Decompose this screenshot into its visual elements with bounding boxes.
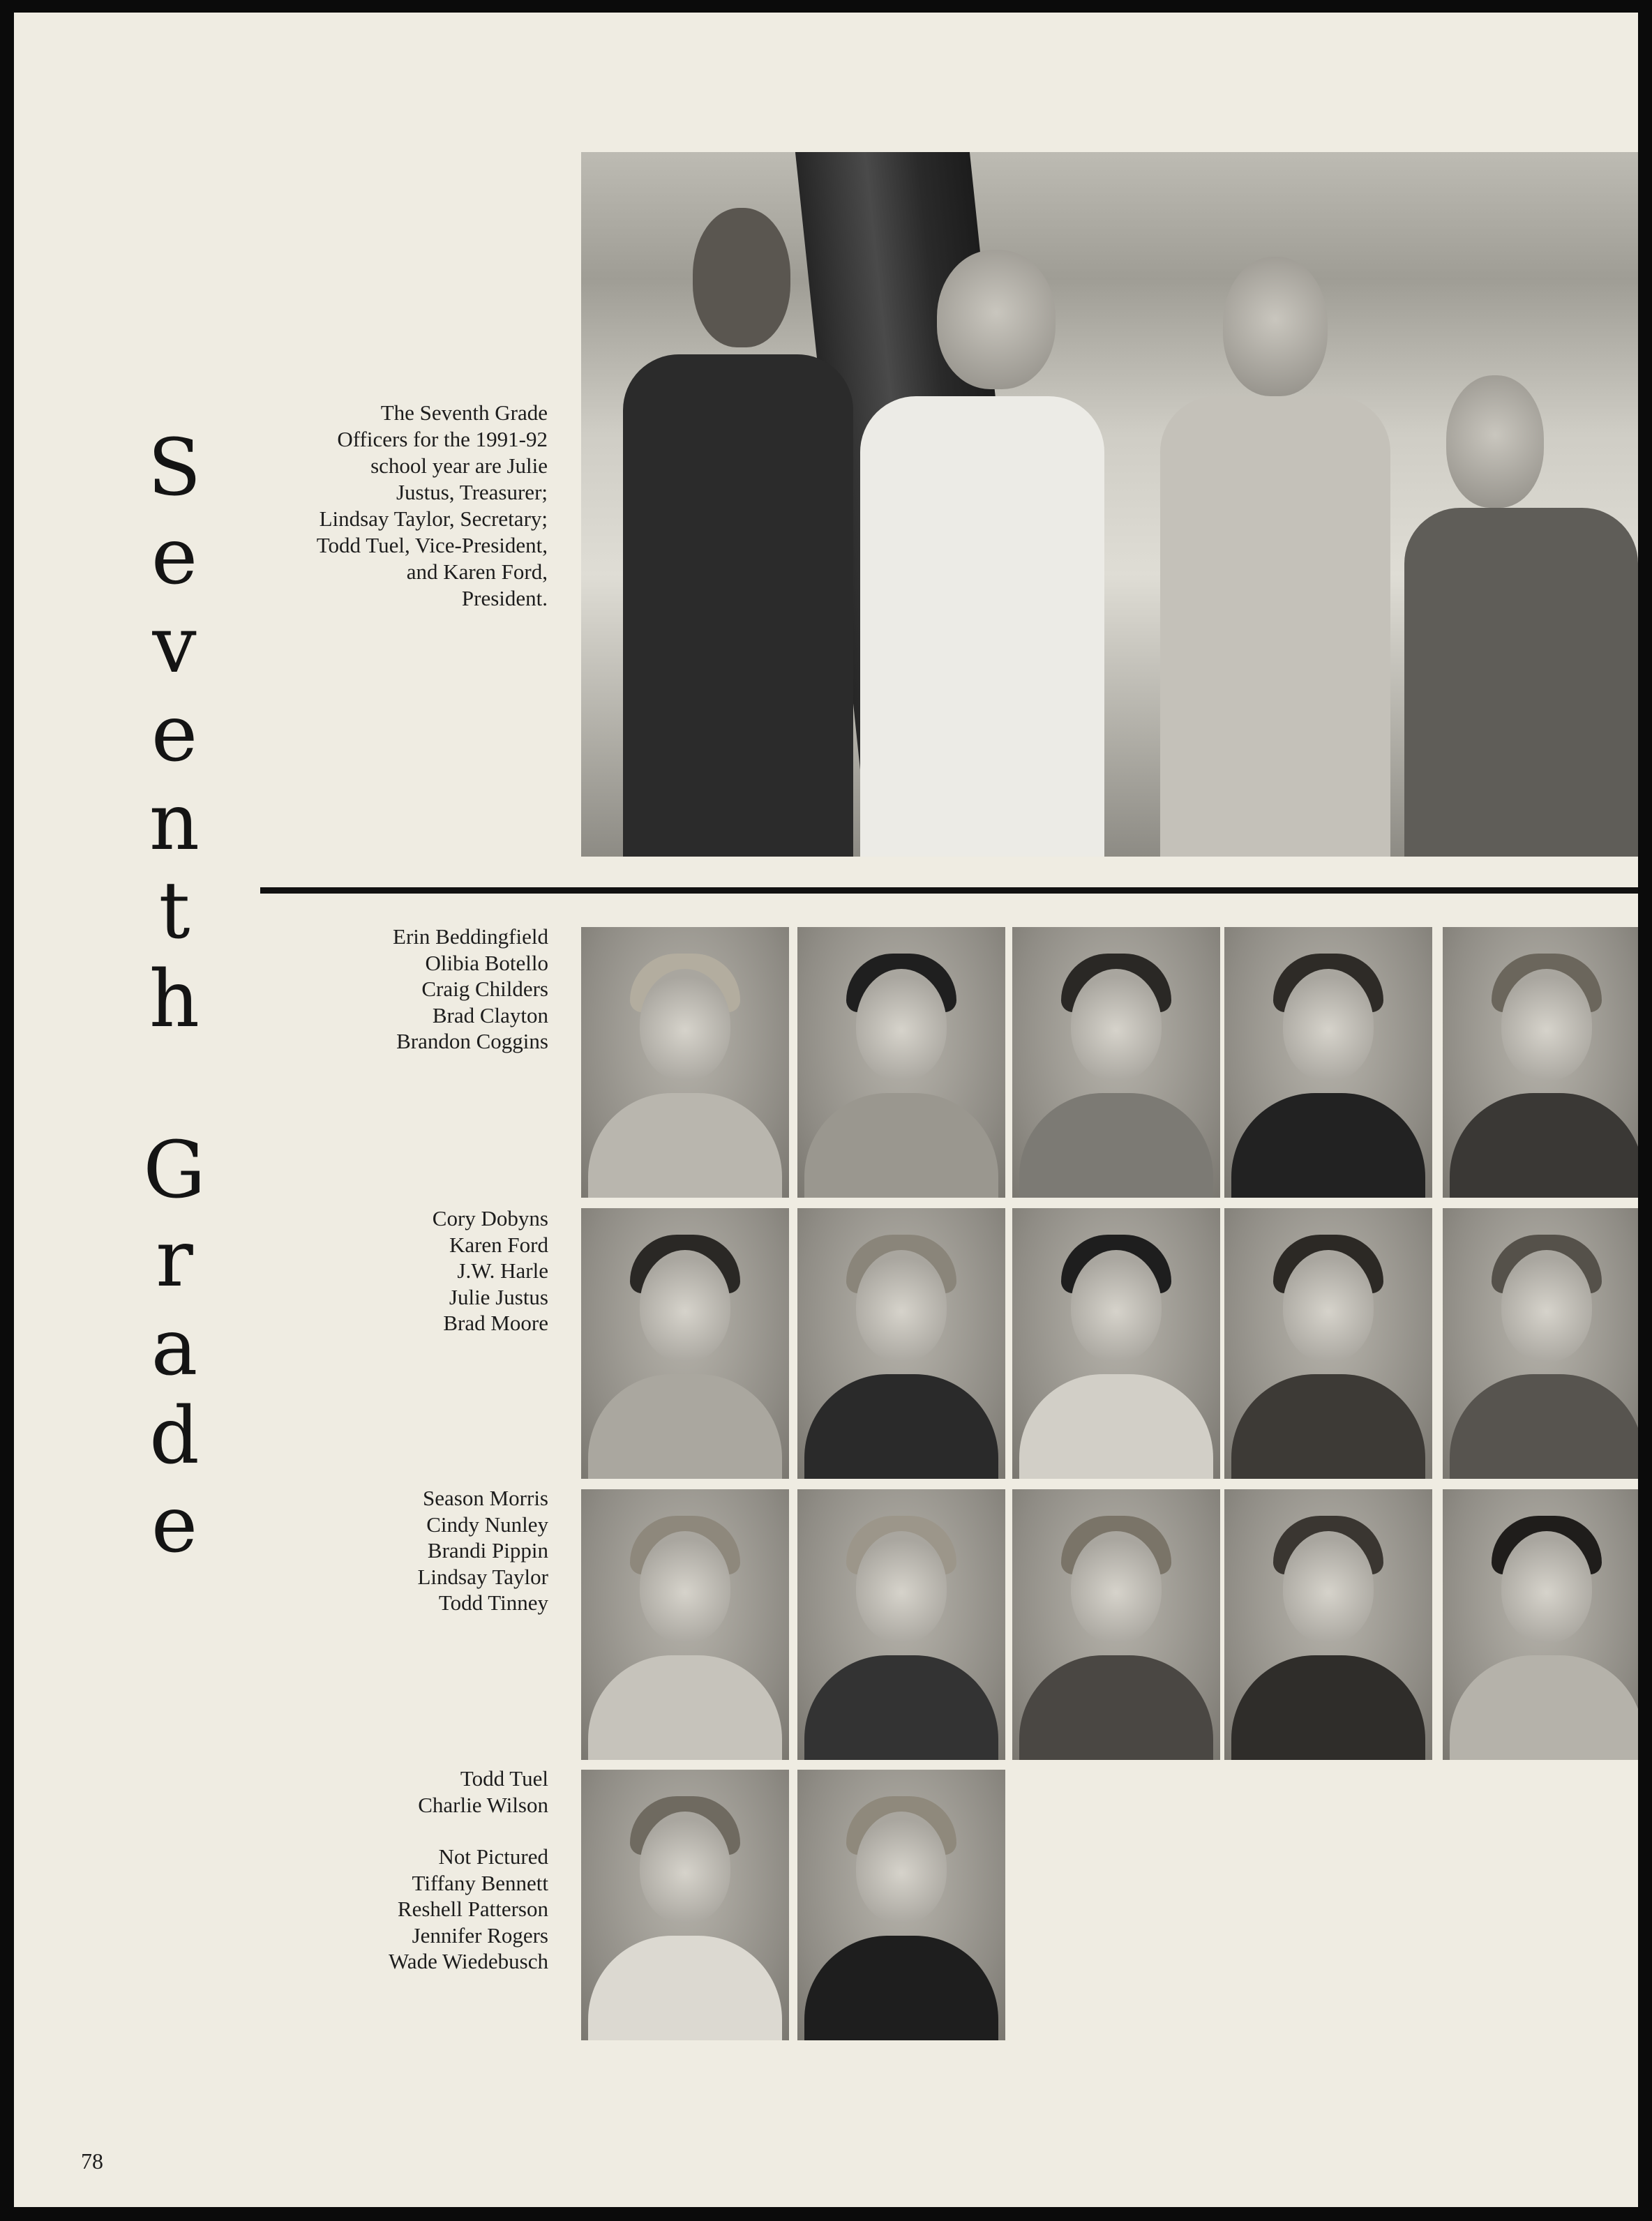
student-name: Season Morris [423,1486,548,1510]
caption-line: Todd Tuel, Vice-President, [316,533,548,557]
student-name: Todd Tinney [438,1590,548,1615]
officers-group-photo [581,152,1638,857]
caption-line: Lindsay Taylor, Secretary; [319,506,548,531]
section-divider [260,887,1638,894]
student-portrait [797,927,1005,1198]
student-name: Olibia Botello [425,950,548,975]
student-portrait [797,1770,1005,2040]
officer-figure [1404,368,1638,857]
row3-names [241,1485,548,1616]
student-portrait [581,1208,789,1479]
caption-line: The Seventh Grade [380,400,548,425]
title-letter: G [143,1125,206,1216]
student-portrait [1224,1208,1432,1479]
title-letter: e [151,1480,198,1570]
row1-names [241,924,548,1055]
title-letter: v [152,600,197,691]
not-pictured-heading: Not Pictured [438,1844,548,1869]
title-letter: h [149,954,200,1045]
student-portrait [1012,927,1220,1198]
not-pictured-name: Tiffany Bennett [412,1870,548,1895]
student-portrait [797,1489,1005,1760]
student-name: Brandi Pippin [427,1538,548,1563]
student-portrait [1012,1208,1220,1479]
student-name: J.W. Harle [457,1258,548,1283]
caption-line: school year are Julie [370,453,548,478]
row2-names [241,1205,548,1337]
student-name: Erin Beddingfield [393,924,548,949]
officers-caption [209,400,548,612]
student-name: Cindy Nunley [426,1512,548,1537]
title-letter: S [147,423,202,513]
student-portrait [1224,1489,1432,1760]
title-word-gap [119,1044,230,1127]
student-name: Craig Childers [421,977,548,1001]
title-letter: a [151,1302,198,1393]
student-name: Lindsay Taylor [417,1564,548,1589]
title-letter: r [156,1214,193,1304]
student-portrait [581,1770,789,2040]
caption-line: and Karen Ford, [406,559,548,584]
officer-figure [1160,243,1390,857]
caption-line: Officers for the 1991-92 [337,427,548,451]
yearbook-page [14,13,1638,2207]
student-name: Brad Clayton [432,1002,548,1027]
student-name: Brandon Coggins [396,1029,548,1053]
caption-line: Justus, Treasurer; [396,480,548,504]
student-name: Brad Moore [443,1311,548,1335]
student-portrait [581,1489,789,1760]
student-name: Todd Tuel [460,1766,548,1791]
caption-line: President. [461,586,548,610]
title-letter: e [151,688,198,779]
student-name: Julie Justus [449,1284,548,1309]
not-pictured-name: Jennifer Rogers [412,1922,548,1948]
not-pictured-name: Reshell Patterson [397,1897,548,1921]
student-portrait [1012,1489,1220,1760]
student-name: Karen Ford [449,1232,548,1257]
title-letter: d [149,1391,200,1482]
officer-figure [609,187,853,857]
title-letter: e [151,511,198,602]
title-letter: n [149,777,200,868]
student-portrait [1443,1489,1638,1760]
not-pictured-name: Wade Wiedebusch [389,1949,548,1973]
row4-names [241,1765,548,1975]
student-portrait [1443,1208,1638,1479]
title-letter: t [158,866,190,956]
student-name: Cory Dobyns [432,1206,548,1230]
student-portrait [1224,927,1432,1198]
page-number: 78 [81,2148,103,2174]
student-portrait [1443,927,1638,1198]
student-portrait [581,927,789,1198]
student-portrait [797,1208,1005,1479]
student-name: Charlie Wilson [418,1792,548,1817]
officer-figure [860,236,1111,857]
